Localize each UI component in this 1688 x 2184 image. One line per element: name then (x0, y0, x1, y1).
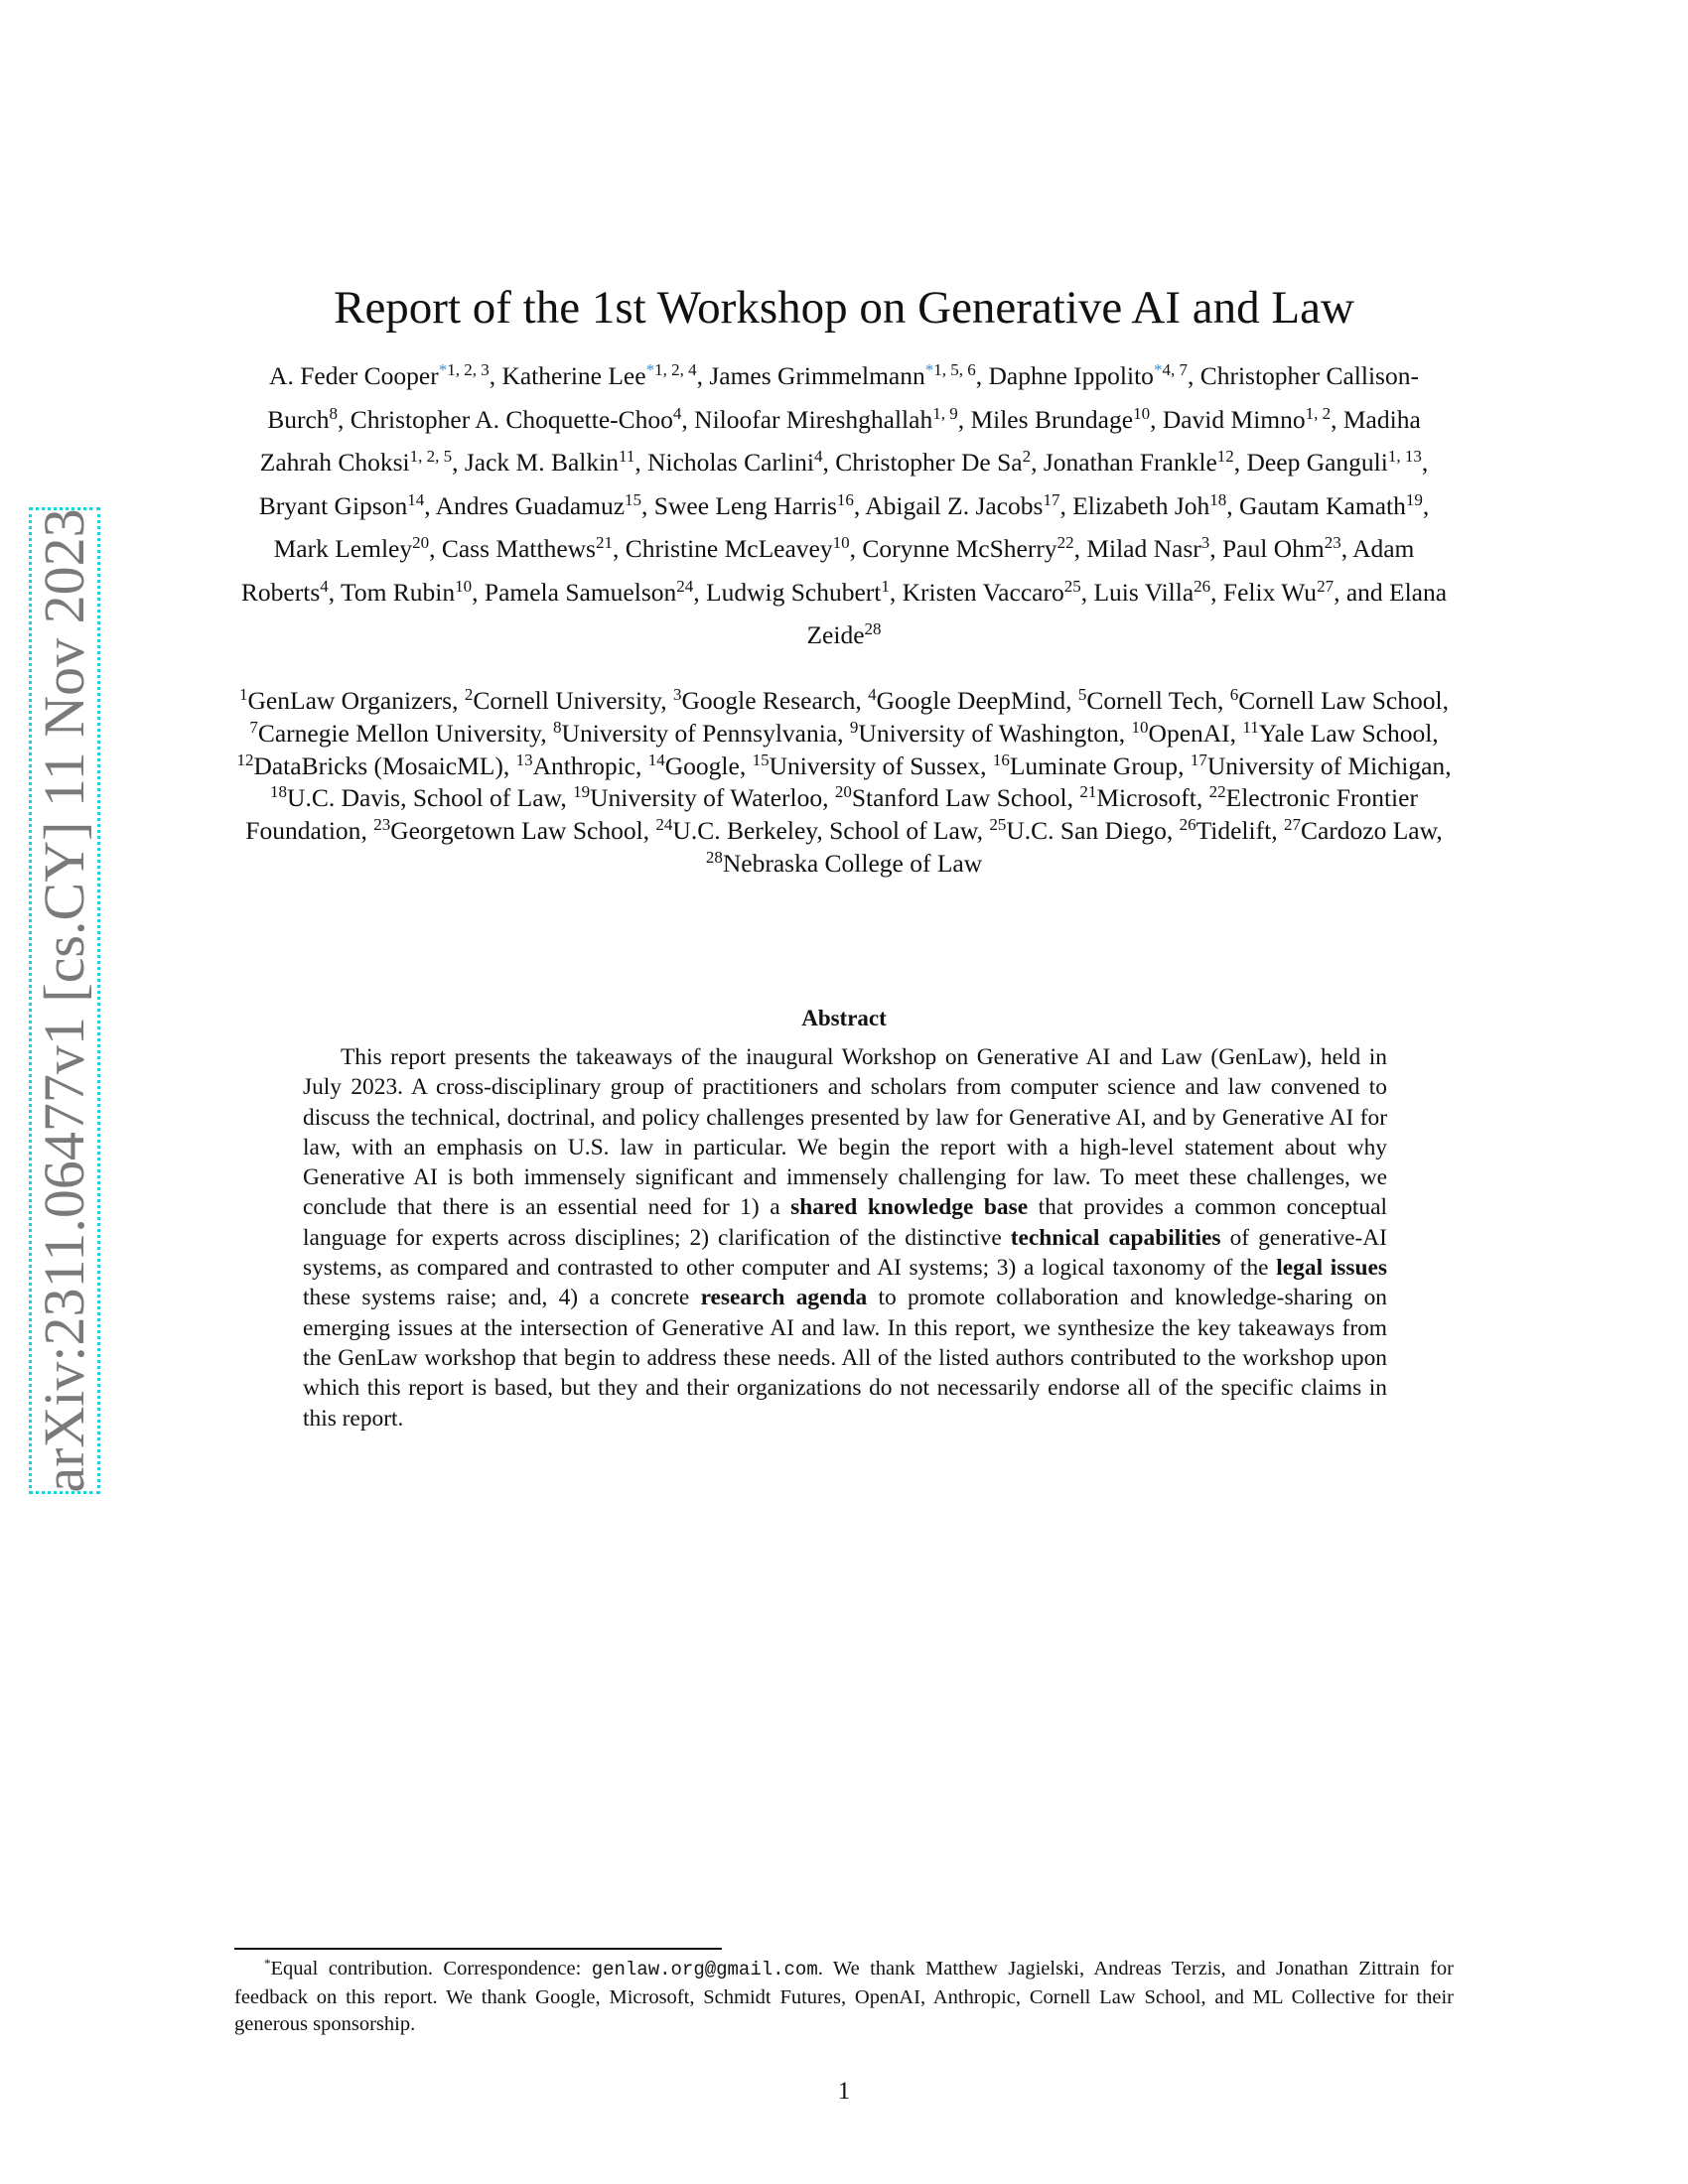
author-separator: , (1187, 361, 1200, 390)
author-separator: , (1059, 490, 1073, 520)
affiliation (516, 751, 635, 780)
author-separator: , (1331, 404, 1343, 434)
affiliation (850, 719, 1119, 748)
affiliation-numbers: 1, 2, 4 (654, 360, 697, 379)
author-affiliation-marks (837, 490, 854, 509)
author-separator: , and (1334, 577, 1390, 607)
author-affiliation-marks (865, 619, 882, 638)
author (1163, 405, 1343, 434)
affiliation-number: 12 (236, 750, 254, 769)
author (989, 361, 1200, 390)
affiliation-number: 17 (1190, 750, 1207, 769)
author-separator: , (822, 448, 836, 477)
author-separator: , (472, 577, 485, 607)
affiliation-number: 26 (1179, 815, 1196, 835)
affiliation-number: 9 (849, 717, 859, 737)
author-affiliation-marks (881, 577, 890, 596)
author-name: Daphne Ippolito (988, 361, 1154, 390)
author-affiliation-marks (407, 490, 424, 509)
author-separator: , (452, 448, 465, 477)
affiliation-number: 19 (573, 782, 591, 802)
author-name: Adam Roberts (240, 534, 1415, 607)
affiliation (648, 751, 740, 780)
author-name: Christopher Callison-Burch (267, 361, 1419, 434)
author (694, 405, 970, 434)
affiliation-numbers: 1, 13 (1387, 447, 1422, 466)
author (341, 578, 485, 607)
author (1044, 448, 1247, 477)
author-affiliation-marks (439, 360, 490, 379)
abstract-emphasis: legal issues (1276, 1255, 1387, 1282)
affiliation-number: 3 (672, 685, 682, 704)
author-affiliation-marks (455, 577, 472, 596)
author-separator: , (681, 404, 695, 434)
author-separator: , (634, 448, 648, 477)
author-affiliation-marks (1201, 533, 1210, 552)
affiliation-name: Nebraska College of Law (722, 848, 983, 878)
affiliation-numbers: 27 (1317, 576, 1335, 596)
equal-contribution-star: * (645, 360, 655, 379)
affiliation (1191, 751, 1445, 780)
author (654, 491, 865, 520)
author (862, 534, 1086, 563)
author-separator: , (1080, 577, 1094, 607)
affiliation (1284, 816, 1436, 845)
author-name: Cass Matthews (441, 534, 596, 563)
affiliation-numbers: 1, 2 (1305, 403, 1332, 423)
affiliation-name: Google (664, 751, 740, 780)
affiliation-name: Microsoft (1096, 783, 1196, 813)
affiliation (239, 686, 452, 715)
author (1093, 578, 1222, 607)
author (269, 361, 501, 390)
author-separator: , (1340, 534, 1353, 563)
author-name: Andres Guadamuz (435, 490, 626, 520)
author (970, 405, 1162, 434)
author (436, 491, 654, 520)
affiliation-name: Google Research (681, 686, 856, 715)
author-affiliation-marks (646, 360, 697, 379)
equal-contribution-star: * (924, 360, 934, 379)
affiliation (553, 719, 837, 748)
author (465, 448, 647, 477)
affiliation-numbers: 10 (1133, 403, 1151, 423)
author (1239, 491, 1429, 520)
author (259, 491, 436, 520)
author-name: Abigail Z. Jacobs (865, 490, 1044, 520)
affiliation-number: 21 (1079, 782, 1097, 802)
affiliation-number: 22 (1208, 782, 1226, 802)
author-separator: , (1073, 534, 1087, 563)
abstract-emphasis: shared knowledge base (790, 1194, 1029, 1221)
author-separator: , (849, 534, 863, 563)
affiliation-numbers: 19 (1405, 489, 1423, 509)
affiliation-numbers: 10 (832, 533, 850, 552)
affiliation-name: Electronic Frontier Foundation (245, 783, 1418, 846)
footnote-marker: * (264, 1956, 271, 1971)
affiliation-number: 24 (655, 815, 673, 835)
affiliation-number: 8 (553, 717, 562, 737)
author-separator: , (696, 361, 710, 390)
author (1072, 491, 1239, 520)
affiliation-name: Google DeepMind (876, 686, 1066, 715)
affiliation-numbers: 14 (407, 489, 425, 509)
affiliation (868, 686, 1065, 715)
affiliation-numbers: 26 (1194, 576, 1211, 596)
affiliation (573, 783, 822, 812)
author-affiliation-marks (1406, 490, 1423, 509)
affiliation (989, 816, 1167, 845)
affiliation-numbers: 4 (672, 403, 682, 423)
abstract-heading: Abstract (801, 1006, 887, 1030)
author-separator: , (957, 404, 971, 434)
abstract-emphasis: research agenda (700, 1285, 868, 1311)
author (647, 448, 835, 477)
affiliation-name: University of Michigan (1206, 751, 1446, 780)
affiliation-name: Cornell Law School (1238, 686, 1443, 715)
affiliation-list: $^1$GenLaw Organizers, $^2$Cornell University, $^3$Google Research, $^4$Google DeepMind, $^5$Cornell Tech, $^6$Cornell Law School, $^7$Carnegie Mellon University, $^8$University of Pennsylvania, $^9$University of Washington, $^{10}$OpenAI, $^{11}$Yale Law School, $^{12}$DataBricks (MosaicML), $^{13}$Anthropic, $^{14}$Google, $^{15}$University of Sussex, $^{16}$Luminate Group, $^{17}$University of Michigan, $^{18}$U.C. Davis, School of Law, $^{19}$University of Waterloo, $^{20}$Stanford Law School, $^{21}$Microsoft, $^{22}$Electronic Frontier Foundation, $^{23}$Georgetown Law School, $^{24}$U.C. Berkeley, School of Law, $^{25}$U.C. San Diego, $^{26}$Tidelift, $^{27}$Cardozo Law, $^{28}$Nebraska College of Law (236, 685, 1452, 878)
affiliation-numbers: 1 (881, 576, 890, 596)
author-name: Christine McLeavey (625, 534, 833, 563)
author-name: Luis Villa (1093, 577, 1195, 607)
affiliation (465, 686, 660, 715)
author-name: Deep Ganguli (1246, 448, 1388, 477)
author (865, 491, 1072, 520)
author-affiliation-marks (1154, 360, 1188, 379)
affiliation (373, 816, 642, 845)
author-affiliation-marks (932, 404, 958, 423)
author-name: Kristen Vaccaro (902, 577, 1064, 607)
affiliation-numbers: 1, 2, 3 (447, 360, 490, 379)
author-name: Niloofar Mireshghallah (694, 404, 933, 434)
author-list (234, 354, 1454, 657)
affiliation (706, 849, 982, 878)
affiliation (753, 751, 981, 780)
author-affiliation-marks (1306, 404, 1332, 423)
arxiv-identifier: arXiv:2311.06477v1 [cs.CY] 11 Nov 2023 (32, 508, 96, 1493)
author-affiliation-marks (410, 447, 453, 466)
affiliation-numbers: 11 (618, 447, 635, 466)
author-separator: , (612, 534, 626, 563)
abstract-text: these systems raise; and, 4) a concrete (303, 1285, 701, 1311)
author-separator: , (853, 490, 866, 520)
affiliation-number: 16 (992, 750, 1010, 769)
footnote-divider (234, 1948, 722, 1950)
author-affiliation-marks (320, 577, 329, 596)
affiliation-number: 20 (834, 782, 852, 802)
author-name: Paul Ohm (1222, 534, 1325, 563)
affiliation-name: University of Sussex (769, 751, 981, 780)
paper-title: Report of the 1st Workshop on Generative AI and Law (334, 282, 1354, 335)
affiliation-numbers: 10 (455, 576, 473, 596)
author-affiliation-marks (1217, 447, 1234, 466)
affiliation (993, 751, 1178, 780)
arxiv-stamp (29, 507, 100, 1494)
affiliation (673, 686, 855, 715)
footnote (234, 1956, 1454, 2039)
author-separator: , (1210, 577, 1223, 607)
author (274, 534, 442, 563)
affiliation (236, 751, 502, 780)
affiliation-numbers: 12 (1216, 447, 1234, 466)
author-separator: , (641, 490, 654, 520)
affiliation-numbers: 28 (864, 619, 882, 638)
affiliation-numbers: 1, 5, 6 (933, 360, 976, 379)
affiliation-number: 23 (373, 815, 391, 835)
affiliation-name: Yale Law School (1258, 718, 1433, 748)
author-separator: , (1422, 490, 1430, 520)
author (1223, 578, 1389, 607)
affiliation (655, 816, 976, 845)
author-separator: , (975, 361, 989, 390)
affiliation-numbers: 20 (412, 533, 430, 552)
author (835, 448, 1044, 477)
author (442, 534, 626, 563)
affiliation-numbers: 15 (625, 489, 642, 509)
affiliation-number: 5 (1077, 685, 1087, 704)
author-separator: , (429, 534, 442, 563)
author-affiliation-marks (1317, 577, 1334, 596)
affiliation (1132, 719, 1230, 748)
footnote-lead: Equal contribution. Correspondence: (270, 1958, 592, 1979)
affiliation-name: Cornell Tech (1086, 686, 1217, 715)
affiliation-name: Tidelift (1196, 816, 1272, 846)
author-separator: , (1421, 448, 1429, 477)
affiliation-number: 2 (464, 685, 474, 704)
affiliation (1180, 816, 1272, 845)
abstract-text: that provides a common conceptual language for experts across disciplines; 2) clarification of the distinctive (303, 1194, 1387, 1251)
abstract-text: This report presents the takeaways of the inaugural Workshop on Generative AI and Law (GenLaw), held in July 2023. A cross-disciplinary group of practitioners and scholars from computer science and law convened to discuss the technical, doctrinal, and policy challenges presented by law for Generative AI, and by Generative AI for law, with an emphasis on U.S. law in particular. We begin the report with a high-level statement about why Generative AI is both immensely significant and immensely challenging for law. To meet these challenges, we conclude that there is an essential need for 1) a (303, 1044, 1387, 1221)
author-name: Elana Zeide (806, 577, 1448, 649)
affiliation-numbers: 4 (320, 576, 329, 596)
author-affiliation-marks (625, 490, 641, 509)
affiliation-numbers: 4, 7 (1162, 360, 1188, 379)
author (351, 405, 694, 434)
author-separator: , (1233, 448, 1247, 477)
author (709, 361, 988, 390)
author-affiliation-marks (1209, 490, 1226, 509)
author-name: Christopher De Sa (835, 448, 1023, 477)
affiliation-name: Carnegie Mellon University (257, 718, 541, 748)
affiliation-name: U.C. Berkeley, School of Law (672, 816, 977, 846)
author-name: Christopher A. Choquette-Choo (350, 404, 673, 434)
affiliation-numbers: 22 (1056, 533, 1074, 552)
author-separator: , (1226, 490, 1240, 520)
affiliation (1230, 686, 1443, 715)
affiliation-numbers: 25 (1063, 576, 1081, 596)
affiliation-numbers: 17 (1043, 489, 1060, 509)
affiliation-number: 15 (752, 750, 770, 769)
affiliation (1242, 719, 1432, 748)
affiliation-numbers: 24 (676, 576, 694, 596)
affiliation-number: 10 (1131, 717, 1149, 737)
affiliation-numbers: 16 (836, 489, 854, 509)
author-affiliation-marks (676, 577, 693, 596)
author-name: Milad Nasr (1086, 534, 1201, 563)
affiliation-numbers: 21 (595, 533, 613, 552)
author-separator: , (693, 577, 706, 607)
author-name: Bryant Gipson (258, 490, 408, 520)
author-separator: , (1209, 534, 1222, 563)
affiliation-numbers: 1, 2, 5 (409, 447, 453, 466)
affiliation-number: 28 (705, 847, 723, 867)
author-name: David Mimno (1162, 404, 1306, 434)
affiliation-name: DataBricks (MosaicML) (253, 751, 503, 780)
affiliation-name: U.C. Davis, School of Law (287, 783, 561, 813)
author-name: Mark Lemley (273, 534, 413, 563)
author-affiliation-marks (1064, 577, 1081, 596)
affiliation-number: 14 (647, 750, 665, 769)
affiliation-name: Cardozo Law (1300, 816, 1437, 846)
author-separator: , (1150, 404, 1163, 434)
author-name: James Grimmelmann (709, 361, 925, 390)
affiliation-name: Cornell University (473, 686, 661, 715)
author-name: Elizabeth Joh (1072, 490, 1210, 520)
affiliation-number: 4 (868, 685, 877, 704)
affiliation-number: 1 (239, 685, 248, 704)
author-name: Corynne McSherry (862, 534, 1057, 563)
affiliation-numbers: 2 (1022, 447, 1032, 466)
author (1086, 534, 1222, 563)
author (903, 578, 1094, 607)
author (501, 361, 709, 390)
author-affiliation-marks (1194, 577, 1210, 596)
affiliation-name: University of Washington (858, 718, 1119, 748)
author-separator: , (489, 361, 502, 390)
affiliation-numbers: 1, 9 (932, 403, 958, 423)
author-affiliation-marks (1043, 490, 1059, 509)
affiliation-number: 13 (515, 750, 533, 769)
affiliation-name: University of Pennsylvania (561, 718, 838, 748)
affiliation-name: Stanford Law School (851, 783, 1067, 813)
author-separator: , (338, 404, 351, 434)
affiliation-number: 25 (989, 815, 1007, 835)
author-name: Jack M. Balkin (464, 448, 619, 477)
author-separator: , (328, 577, 342, 607)
page-number: 1 (837, 2078, 851, 2105)
author (485, 578, 706, 607)
affiliation-numbers: 23 (1324, 533, 1341, 552)
author-name: Nicholas Carlini (647, 448, 814, 477)
correspondence-email[interactable]: genlaw.org@gmail.com (591, 1959, 818, 1980)
author-affiliation-marks (412, 533, 429, 552)
author-name: Miles Brundage (970, 404, 1134, 434)
affiliation-number: 27 (1283, 815, 1301, 835)
author-name: Ludwig Schubert (706, 577, 882, 607)
author-name: Jonathan Frankle (1043, 448, 1217, 477)
author-name: Katherine Lee (501, 361, 646, 390)
author (706, 578, 903, 607)
author-name: Felix Wu (1222, 577, 1318, 607)
author-name: Pamela Samuelson (484, 577, 677, 607)
author-affiliation-marks (1023, 447, 1032, 466)
affiliation-numbers: 3 (1200, 533, 1210, 552)
affiliation-name: University of Waterloo (590, 783, 823, 813)
author (1222, 534, 1352, 563)
affiliation (1078, 686, 1217, 715)
footnote-text: . We thank Matthew Jagielski, Andreas Terzis, and Jonathan Zittrain for feedback on this report. We thank Google, Microsoft, Schmidt Futures, OpenAI, Anthropic, Cornell Law School, and ML Collective for their generous sponsorship. (234, 1958, 1454, 2035)
author-name: Tom Rubin (341, 577, 456, 607)
author (1247, 448, 1429, 477)
affiliation (1079, 783, 1196, 812)
affiliation (270, 783, 560, 812)
abstract-text: of generative-AI systems, as compared and contrasted to other computer and AI systems; 3) a logical taxonomy of the (303, 1224, 1387, 1282)
affiliation-number: 18 (270, 782, 288, 802)
author-separator: , (889, 577, 903, 607)
affiliation-numbers: 8 (329, 403, 339, 423)
affiliation-number: 7 (249, 717, 258, 737)
author-affiliation-marks (1325, 533, 1341, 552)
author-affiliation-marks (596, 533, 613, 552)
affiliation-name: U.C. San Diego (1006, 816, 1167, 846)
equal-contribution-star: * (1153, 360, 1163, 379)
author-affiliation-marks (619, 447, 634, 466)
author-name: A. Feder Cooper (269, 361, 439, 390)
affiliation-numbers: 18 (1209, 489, 1227, 509)
abstract-body (303, 1042, 1387, 1433)
affiliation-numbers: 4 (813, 447, 823, 466)
author-name: Gautam Kamath (1239, 490, 1406, 520)
author-name: Madiha Zahrah Choksi (259, 404, 1421, 477)
affiliation-name: Georgetown Law School (390, 816, 643, 846)
author-separator: , (424, 490, 436, 520)
author-affiliation-marks (1057, 533, 1074, 552)
author-separator: , (1031, 448, 1044, 477)
author-affiliation-marks (1388, 447, 1422, 466)
affiliation (835, 783, 1067, 812)
affiliation-number: 6 (1229, 685, 1239, 704)
affiliation-name: OpenAI (1148, 718, 1230, 748)
abstract-text: to promote collaboration and knowledge-sharing on emerging issues at the intersection of Generative AI and law. In this report, we synthesize the key takeaways from the GenLaw workshop that begin to address these needs. All of the listed authors contributed to the workshop upon which this report is based, but they and their organizations do not necessarily endorse all of the specific claims in this report. (303, 1285, 1387, 1432)
author-affiliation-marks (833, 533, 850, 552)
affiliation-number: 11 (1242, 717, 1259, 737)
author-affiliation-marks (1133, 404, 1150, 423)
affiliation (249, 719, 540, 748)
author-name: Swee Leng Harris (653, 490, 837, 520)
affiliation-name: GenLaw Organizers (247, 686, 453, 715)
equal-contribution-star: * (438, 360, 448, 379)
author (626, 534, 863, 563)
abstract-emphasis: technical capabilities (1010, 1224, 1221, 1251)
affiliation-name: Anthropic (532, 751, 635, 780)
author-affiliation-marks (925, 360, 976, 379)
author-affiliation-marks (330, 404, 339, 423)
affiliation-name: Luminate Group (1009, 751, 1179, 780)
